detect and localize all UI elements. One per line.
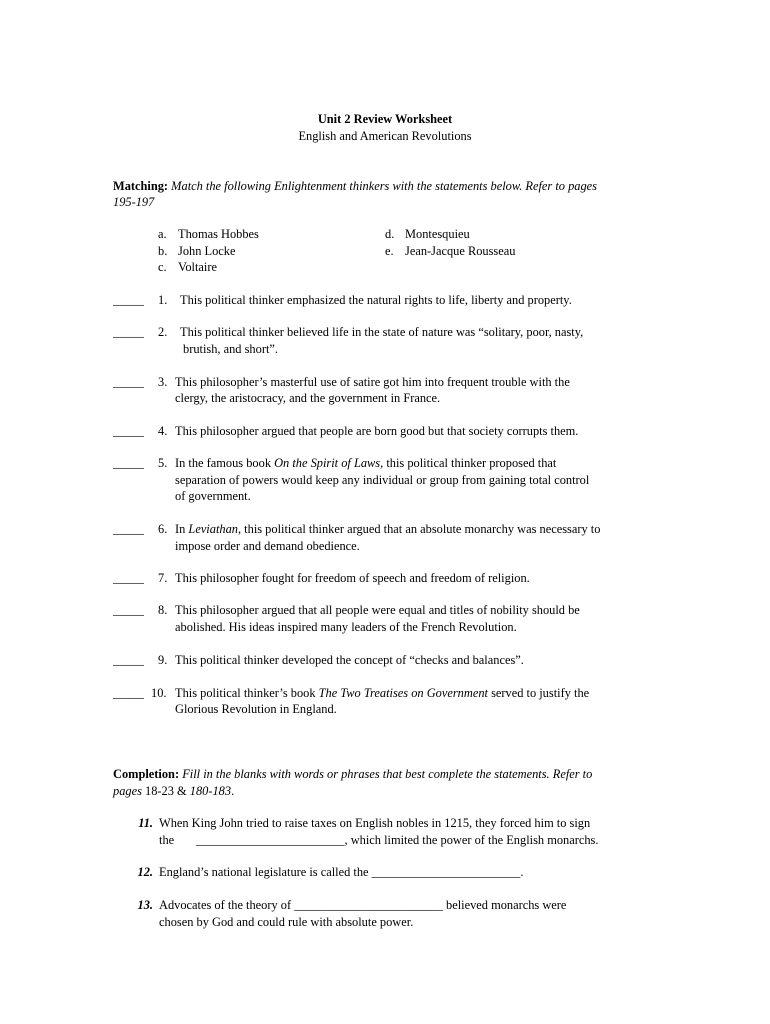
option-e-name: Jean-Jacque Rousseau <box>405 244 516 258</box>
item-text-2: This political thinker believed life in the state of nature was “solitary, poor, nasty, <box>180 325 584 339</box>
item-number-3: 3. <box>158 375 168 389</box>
answer-blank-3[interactable]: _____ <box>113 375 144 389</box>
item-text-5-cont2: of government. <box>175 489 251 503</box>
option-d: d. <box>385 227 395 241</box>
item-text-6-cont: impose order and demand obedience. <box>175 539 360 553</box>
item-text-5-cont: separation of powers would keep any individual or group from gaining total control <box>175 473 590 487</box>
completion-text-13-cont: chosen by God and could rule with absolute power. <box>159 915 414 929</box>
item-number-9: 9. <box>158 653 168 667</box>
item-text-1: This political thinker emphasized the natural rights to life, liberty and property. <box>180 293 572 307</box>
item-text-5-post: , this political thinker proposed that <box>380 456 557 470</box>
completion-pages-word: pages <box>113 784 142 798</box>
answer-blank-2[interactable]: _____ <box>113 325 144 339</box>
page-title: Unit 2 Review Worksheet <box>317 112 453 126</box>
item-number-5: 5. <box>158 456 168 470</box>
item-text-10-pre: This political thinker’s book <box>175 686 319 700</box>
answer-blank-6[interactable]: _____ <box>113 522 144 536</box>
item-number-10: 10. <box>151 686 167 700</box>
answer-blank-1[interactable]: _____ <box>113 293 144 307</box>
completion-text-11: When King John tried to raise taxes on English nobles in 1215, they forced him to sign <box>159 816 591 830</box>
matching-instruction-pages: 195-197 <box>113 195 155 209</box>
item-text-2-cont: brutish, and short”. <box>183 342 278 356</box>
option-letter: a. <box>158 227 167 241</box>
completion-instruction-text: Fill in the blanks with words or phrases that best complete the statements. Refer to <box>182 767 593 781</box>
item-text-9: This political thinker developed the concept of “checks and balances”. <box>175 653 524 667</box>
completion-pages-range-1: 18-23 & <box>141 784 190 798</box>
item-text-10 <box>175 685 589 702</box>
item-text-5 <box>175 455 556 472</box>
item-number-7: 7. <box>158 571 168 585</box>
answer-blank-9[interactable]: _____ <box>113 653 144 667</box>
item-number-4: 4. <box>158 424 168 438</box>
matching-instructions <box>113 178 597 195</box>
completion-pages-dot: . <box>231 784 235 798</box>
completion-text-13[interactable]: Advocates of the theory of ________________________ believed monarchs were <box>159 898 567 912</box>
item-text-8: This philosopher argued that all people were equal and titles of nobility should be <box>175 603 580 617</box>
book-title-leviathan: Leviathan <box>188 522 238 536</box>
option-c: c. <box>158 260 167 274</box>
item-number-2: 2. <box>158 325 168 339</box>
item-text-3-cont: clergy, the aristocracy, and the government in France. <box>175 391 441 405</box>
completion-instruction-pages <box>113 783 234 800</box>
item-text-5-pre: In the famous book <box>175 456 275 470</box>
item-text-7: This philosopher fought for freedom of speech and freedom of religion. <box>175 571 530 585</box>
option-b-name: John Locke <box>178 244 236 258</box>
page-subtitle: English and American Revolutions <box>298 129 472 143</box>
answer-blank-8[interactable]: _____ <box>113 603 144 617</box>
item-number-1: 1. <box>158 293 168 307</box>
matching-label: Matching: <box>113 179 169 193</box>
completion-pages-range-2: 180-183 <box>189 784 232 798</box>
option-b: b. <box>158 244 168 258</box>
item-text-6-post: , this political thinker argued that an absolute monarchy was necessary to <box>237 522 601 536</box>
option-a <box>158 226 167 243</box>
completion-text-12[interactable]: England’s national legislature is called the ________________________. <box>159 865 524 879</box>
answer-blank-10[interactable]: _____ <box>113 686 144 700</box>
answer-blank-5[interactable]: _____ <box>113 456 144 470</box>
answer-blank-4[interactable]: _____ <box>113 424 144 438</box>
option-c-name: Voltaire <box>178 260 217 274</box>
completion-number-13: 13. <box>137 898 153 912</box>
item-text-6 <box>175 521 600 538</box>
answer-blank-7[interactable]: _____ <box>113 571 144 585</box>
item-number-6: 6. <box>158 522 168 536</box>
option-a-name: Thomas Hobbes <box>178 227 259 241</box>
completion-number-11: 11. <box>138 816 153 830</box>
completion-text-11-cont[interactable]: the ________________________, which limited the power of the English monarchs. <box>159 833 599 847</box>
item-text-10-cont: Glorious Revolution in England. <box>175 702 337 716</box>
item-text-4: This philosopher argued that people are born good but that society corrupts them. <box>175 424 579 438</box>
item-text-6-pre: In <box>175 522 189 536</box>
item-text-3: This philosopher’s masterful use of satire got him into frequent trouble with the <box>175 375 570 389</box>
book-title-spirit-of-laws: On the Spirit of Laws <box>274 456 381 470</box>
item-text-8-cont: abolished. His ideas inspired many leaders of the French Revolution. <box>175 620 517 634</box>
book-title-two-treatises: The Two Treatises on Government <box>318 686 488 700</box>
item-text-10-post: served to justify the <box>487 686 590 700</box>
completion-instructions <box>113 766 592 783</box>
completion-number-12: 12. <box>137 865 153 879</box>
completion-label: Completion: <box>113 767 180 781</box>
option-e: e. <box>385 244 394 258</box>
option-d-name: Montesquieu <box>405 227 470 241</box>
matching-instruction-text: Match the following Enlightenment thinkers with the statements below. Refer to pages <box>171 179 597 193</box>
item-number-8: 8. <box>158 603 168 617</box>
